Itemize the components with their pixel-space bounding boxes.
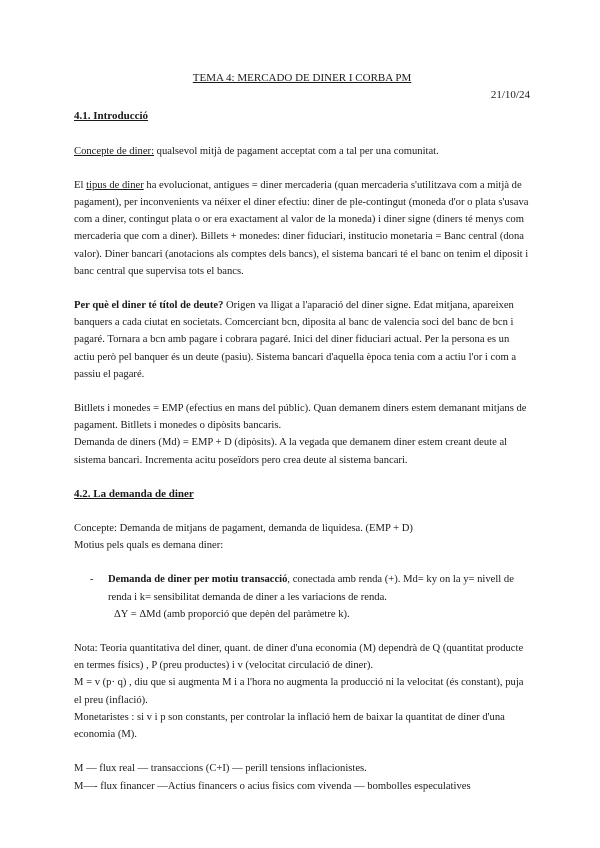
p2-text: ha evolucionat, antigues = diner mercaderia (quan mercaderia s'utilitzava com a mitjà de pagament), per inconvenients va néixer el diner efectiu: diner de ple-contingut (moneda d'or o plata s'usava com a diner, contingut plata o or era exactament al valor de la moneda) i diner signe (diners té menys com mercaderia que com a diner). Billets + monedes: diner fiduciari, institucio monetaria = Banc central (dona valor). Diner bancari (anotacions als comptes dels bancs), el sistema bancari té el banc on tenim el diposit i banc central que supervisa tots el bancs. xyxy=(74,179,529,277)
bullet-formula: ΔY = ΔMd (amb proporció que depèn del paràmetre k). xyxy=(114,608,350,620)
p2-pre: El xyxy=(74,179,87,191)
document-page xyxy=(74,70,530,795)
motius-line: Motius pels quals es demana diner: xyxy=(74,540,224,552)
p2-label: tipus de diner xyxy=(86,179,144,191)
nota-line-2: M = v (p· q) , diu que si augmenta M i a l'hora no augmenta la producció ni la velocitat (és constant), puja el preu (inflació). xyxy=(74,677,524,706)
m-line-1: M — flux real — transaccions (C+I) — perill tensions inflacionistes. xyxy=(74,763,367,775)
paragraph-bitllets: Bitllets i monedes = EMP (efectius en mans del públic). Quan demanem diners estem demanant mitjans de pagament. Bitllets i monedes o dipòsits bancaris. xyxy=(74,403,527,432)
paragraph-demanda-diners: Demanda de diners (Md) = EMP + D (dipòsits). A la vegada que demanem diner estem creant deute al sistema bancari. Incrementa acitu poseïdors pero crea deute al sistema bancari. xyxy=(74,437,508,466)
p3-bold: Per què el diner té títol de deute? xyxy=(74,300,224,312)
nota-line-3: Monetaristes : si v i p son constants, per controlar la inflació hem de baixar la quantitat de diner d'una economia (M). xyxy=(74,711,505,741)
nota-line-1: Nota: Teoria quantitativa del diner, quant. de diner d'una economia (M) dependrà de Q (quantitat producte en termes físics) , P (preu productes) i v (velocitat circulació de diner). xyxy=(74,643,524,672)
concept-text: qualsevol mitjà de pagament acceptat com a tal per una comunitat. xyxy=(154,145,439,157)
p3-text: Origen va lligat a l'aparació del diner signe. Edat mitjana, apareixen banquers a cada ciutat en societats. Comcerciant bcn, diposita al banc de valencia soci del banc de bcn i pagaré. Tornara a bcn amb pagare i cobrara pagaré. Inici del diner fiduciari actual. Per la persona es un actiu però pel banquer és un deute (pasiu). Sistema bancari d'aquella època tenia com a actiu l'or i com a passiu el pagaré. xyxy=(74,300,517,380)
paragraph-titol-deute xyxy=(74,297,530,383)
document-date: 21/10/24 xyxy=(490,89,530,102)
m-line-2: M—- flux financer —Actius financers o acius fisics com vivenda — bombolles especulatives xyxy=(74,780,471,792)
bullet-dash: - xyxy=(90,574,94,586)
list-item-transaccio xyxy=(74,571,530,623)
concept-label: Concepte de diner: xyxy=(74,145,155,157)
section-heading-demanda: 4.2. La demanda de diner xyxy=(74,487,194,500)
bullet-bold: Demanda de diner per motiu transacció xyxy=(108,574,288,586)
concept-line: Concepte: Demanda de mitjans de pagament, demanda de liquidesa. (EMP + D) xyxy=(74,523,413,535)
paragraph-tipus-diner xyxy=(74,177,530,280)
document-title: TEMA 4: MERCADO DE DINER I CORBA PM xyxy=(192,72,412,84)
bullet-text xyxy=(108,571,530,605)
section-heading-introduccio: 4.1. Introducció xyxy=(74,110,149,123)
bullet-body: , conectada amb renda (+). Md= ky on la y= nivell de renda i k= sensibilitat demanda de diner a les variacions de renda. xyxy=(108,574,514,603)
paragraph-concepte-diner xyxy=(74,143,530,160)
